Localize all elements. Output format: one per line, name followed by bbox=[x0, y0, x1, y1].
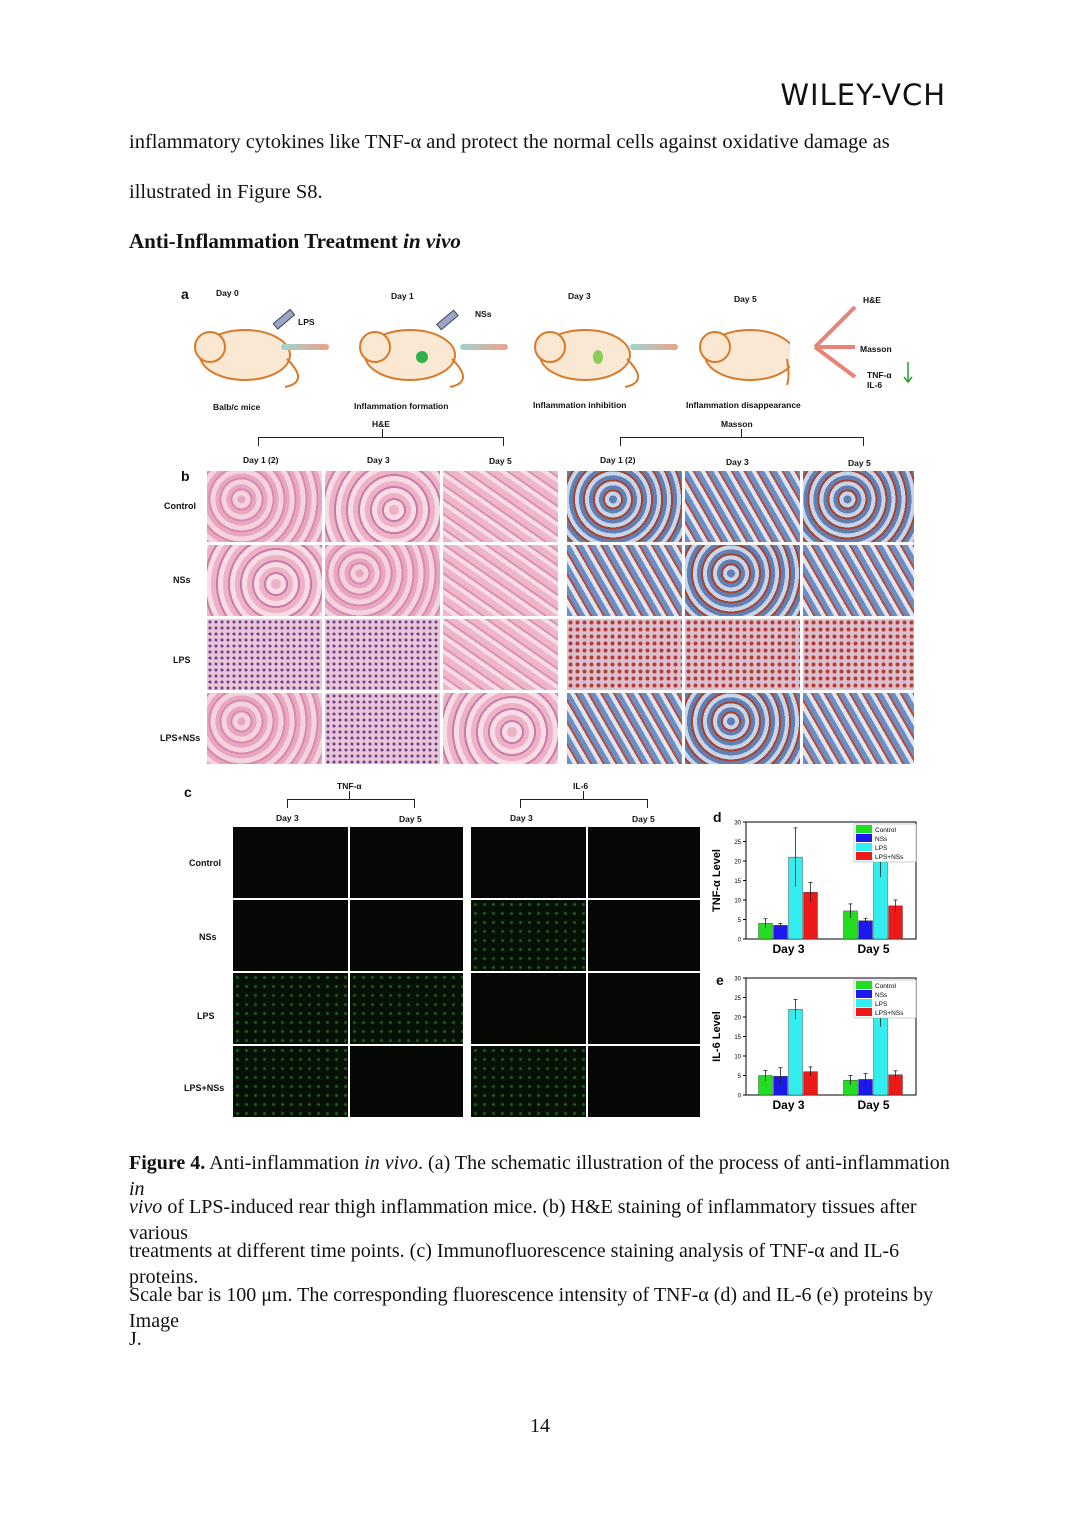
day-label: Day 0 bbox=[216, 288, 239, 298]
column-label: Day 5 bbox=[399, 814, 422, 824]
mouse-icon bbox=[700, 330, 790, 385]
column-label: Day 3 bbox=[276, 813, 299, 823]
day-label: Day 3 bbox=[568, 291, 591, 301]
y-tick-label: 0 bbox=[737, 937, 741, 944]
fluorescence-image bbox=[470, 826, 587, 899]
legend-label: LPS+NSs bbox=[875, 1010, 904, 1017]
column-label: Day 5 bbox=[632, 814, 655, 824]
page-number: 14 bbox=[530, 1415, 550, 1437]
bracket bbox=[287, 799, 415, 808]
fluorescence-image bbox=[232, 972, 349, 1045]
group-label-tnf: TNF-α bbox=[337, 781, 362, 791]
day-label: Day 1 bbox=[391, 291, 414, 301]
x-tick-label: Day 5 bbox=[857, 942, 890, 956]
column-label: Day 3 bbox=[726, 457, 749, 467]
fluorescence-image bbox=[349, 1045, 464, 1118]
masson-image bbox=[684, 692, 801, 765]
legend-swatch bbox=[856, 843, 872, 851]
row-label: LPS bbox=[173, 655, 191, 665]
legend-swatch bbox=[856, 852, 872, 860]
y-tick-label: 20 bbox=[734, 1015, 741, 1022]
fluorescence-image bbox=[349, 899, 464, 972]
y-tick-label: 10 bbox=[734, 1054, 741, 1061]
column-label: Day 1 (2) bbox=[600, 455, 636, 465]
publisher-logo: WILEY-VCH bbox=[780, 78, 946, 112]
y-tick-label: 5 bbox=[737, 1074, 741, 1080]
fluorescence-image bbox=[470, 899, 587, 972]
injection-site-icon bbox=[593, 350, 603, 364]
body-text-line: inflammatory cytokines like TNF-α and protect the normal cells against oxidative damage as bbox=[129, 131, 890, 153]
masson-image bbox=[684, 544, 801, 617]
y-tick-label: 25 bbox=[734, 840, 741, 846]
x-tick-label: Day 3 bbox=[772, 942, 805, 956]
masson-image bbox=[802, 618, 915, 691]
legend-swatch bbox=[856, 1008, 872, 1016]
legend-label: LPS+NSs bbox=[875, 854, 904, 861]
panel-c-label: c bbox=[184, 784, 192, 800]
row-label: LPS+NSs bbox=[184, 1083, 225, 1093]
legend-label: NSs bbox=[875, 836, 888, 843]
day-label: Day 5 bbox=[734, 294, 757, 304]
il6-bar-chart bbox=[706, 970, 926, 1120]
row-label: Control bbox=[164, 501, 196, 511]
group-label-masson: Masson bbox=[721, 419, 753, 429]
column-label: Day 5 bbox=[848, 458, 871, 468]
outcome-label: Masson bbox=[860, 344, 892, 354]
group-label-il6: IL-6 bbox=[573, 781, 589, 791]
arrow-icon bbox=[630, 344, 678, 350]
outcome-label: TNF-α bbox=[867, 370, 892, 380]
legend-label: Control bbox=[875, 983, 896, 990]
stage-label: Inflammation inhibition bbox=[533, 400, 627, 410]
y-tick-label: 25 bbox=[734, 996, 741, 1002]
legend-swatch bbox=[856, 999, 872, 1007]
tnf-bar-chart bbox=[706, 814, 926, 964]
masson-image bbox=[802, 544, 915, 617]
caption-line: vivo of LPS-induced rear thigh inflammation mice. (b) H&E staining of inflammatory tissues after various bbox=[129, 1196, 917, 1244]
injection-site-icon bbox=[416, 351, 428, 363]
legend-swatch bbox=[856, 990, 872, 998]
arrow-icon bbox=[460, 344, 508, 350]
arrow-icon bbox=[281, 344, 329, 350]
masson-image bbox=[566, 544, 683, 617]
y-axis-label: IL-6 Level bbox=[711, 1011, 723, 1062]
decrease-arrow-icon bbox=[904, 362, 912, 382]
fluorescence-image bbox=[587, 972, 701, 1045]
x-tick-label: Day 5 bbox=[857, 1098, 890, 1112]
mouse-icon bbox=[535, 330, 638, 387]
panel-e-label: e bbox=[716, 972, 724, 988]
stage-label: Inflammation formation bbox=[354, 401, 449, 411]
he-image bbox=[206, 618, 323, 691]
y-tick-label: 30 bbox=[734, 976, 741, 983]
fluorescence-image bbox=[587, 899, 701, 972]
he-image bbox=[206, 692, 323, 765]
y-tick-label: 5 bbox=[737, 918, 741, 924]
row-label: NSs bbox=[173, 575, 191, 585]
he-image bbox=[324, 692, 441, 765]
panel-a-label: a bbox=[181, 286, 189, 302]
legend-label: LPS bbox=[875, 845, 888, 852]
column-label: Day 3 bbox=[367, 455, 390, 465]
bracket bbox=[520, 799, 648, 808]
column-label: Day 5 bbox=[489, 456, 512, 466]
panel-d-label: d bbox=[713, 809, 722, 825]
mouse-icon bbox=[195, 330, 298, 387]
y-tick-label: 20 bbox=[734, 859, 741, 866]
fluorescence-image bbox=[232, 899, 349, 972]
fluorescence-image bbox=[470, 1045, 587, 1118]
panel-b-label: b bbox=[181, 468, 190, 484]
legend-label: NSs bbox=[875, 992, 888, 999]
fluorescence-image bbox=[587, 826, 701, 899]
caption-line: Figure 4. Anti-inflammation in vivo. (a) The schematic illustration of the process of anti-inflammation in bbox=[129, 1152, 950, 1200]
he-image bbox=[442, 618, 559, 691]
he-image bbox=[206, 470, 323, 543]
fluorescence-image bbox=[349, 826, 464, 899]
masson-image bbox=[566, 470, 683, 543]
y-tick-label: 0 bbox=[737, 1093, 741, 1100]
masson-image bbox=[802, 470, 915, 543]
syringe-icon bbox=[437, 310, 458, 330]
caption-line: Scale bar is 100 μm. The corresponding fluorescence intensity of TNF-α (d) and IL-6 (e) proteins by Image bbox=[129, 1284, 934, 1332]
y-tick-label: 10 bbox=[734, 898, 741, 905]
body-text-line: illustrated in Figure S8. bbox=[129, 181, 323, 203]
fluorescence-image bbox=[232, 826, 349, 899]
fluorescence-image bbox=[470, 972, 587, 1045]
legend-swatch bbox=[856, 825, 872, 833]
legend-swatch bbox=[856, 981, 872, 989]
bar bbox=[789, 1009, 803, 1095]
bar bbox=[774, 925, 788, 939]
y-tick-label: 15 bbox=[734, 1035, 741, 1041]
masson-image bbox=[684, 618, 801, 691]
he-image bbox=[442, 692, 559, 765]
he-image bbox=[206, 544, 323, 617]
section-heading: Anti-Inflammation Treatment in vivo bbox=[129, 229, 461, 253]
caption-line: J. bbox=[129, 1328, 142, 1350]
stage-label: Balb/c mice bbox=[213, 402, 261, 412]
x-tick-label: Day 3 bbox=[772, 1098, 805, 1112]
he-image bbox=[324, 618, 441, 691]
stage-label: Inflammation disappearance bbox=[686, 400, 801, 410]
he-image bbox=[324, 470, 441, 543]
row-label: LPS+NSs bbox=[160, 733, 201, 743]
figure-4 bbox=[150, 282, 930, 1127]
y-tick-label: 15 bbox=[734, 879, 741, 885]
outcome-label: H&E bbox=[863, 295, 881, 305]
injection-label: NSs bbox=[475, 309, 492, 319]
mouse-icon bbox=[360, 330, 463, 387]
row-label: LPS bbox=[197, 1011, 215, 1021]
column-label: Day 3 bbox=[510, 813, 533, 823]
he-image bbox=[324, 544, 441, 617]
fluorescence-image bbox=[232, 1045, 349, 1118]
row-label: Control bbox=[189, 858, 221, 868]
legend-label: LPS bbox=[875, 1001, 888, 1008]
row-label: NSs bbox=[199, 932, 217, 942]
column-label: Day 1 (2) bbox=[243, 455, 279, 465]
masson-image bbox=[566, 618, 683, 691]
legend-label: Control bbox=[875, 827, 896, 834]
masson-image bbox=[802, 692, 915, 765]
bar bbox=[859, 921, 873, 939]
he-image bbox=[442, 544, 559, 617]
outcome-label: IL-6 bbox=[867, 380, 883, 390]
bracket bbox=[620, 437, 864, 446]
masson-image bbox=[684, 470, 801, 543]
fluorescence-image bbox=[349, 972, 464, 1045]
syringe-icon bbox=[273, 310, 294, 330]
masson-image bbox=[566, 692, 683, 765]
legend-swatch bbox=[856, 834, 872, 842]
fluorescence-image bbox=[587, 1045, 701, 1118]
y-tick-label: 30 bbox=[734, 820, 741, 827]
group-label-he: H&E bbox=[372, 419, 390, 429]
caption-line: treatments at different time points. (c) Immunofluorescence staining analysis of TNF-α and IL-6 proteins. bbox=[129, 1240, 900, 1288]
injection-label: LPS bbox=[298, 317, 315, 327]
y-axis-label: TNF-α Level bbox=[711, 849, 723, 912]
he-image bbox=[442, 470, 559, 543]
bracket bbox=[258, 437, 504, 446]
